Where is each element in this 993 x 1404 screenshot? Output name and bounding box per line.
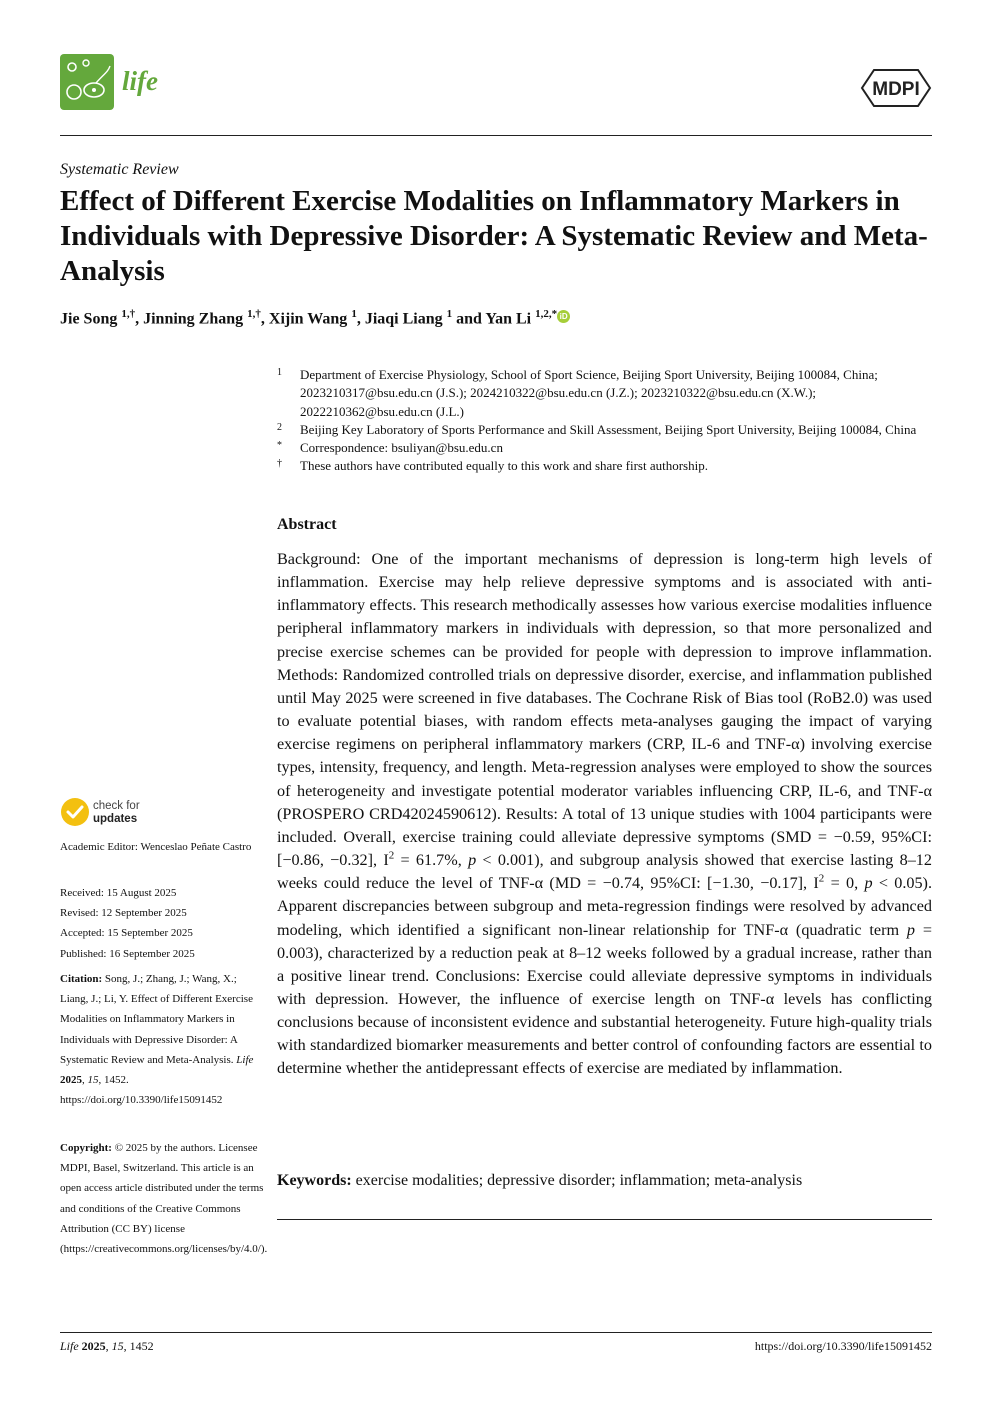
journal-logo [60,54,114,110]
author-sup: 1 [351,308,357,320]
mdpi-logo-icon [860,66,932,110]
citation-volume: 15 [87,1074,99,1087]
keywords [277,1172,932,1190]
affiliation-text: Beijing Key Laboratory of Sports Performance and Skill Assessment, Beijing Sport University, Beijing 100084, China [300,421,917,437]
footer-doi-link[interactable]: https://doi.org/10.3390/life15091452 [754,1339,932,1353]
revised-date: Revised: 12 September 2025 [60,907,187,920]
affiliation-item [277,421,937,439]
author-sup: 1 [446,308,453,320]
orcid-icon[interactable]: iD [557,310,570,323]
citation-label: Citation: [60,973,103,985]
affiliation-mark: * [277,440,282,452]
author-name[interactable]: Jiaqi Liang [364,310,443,328]
affiliation-item [277,457,937,475]
publication-dates [60,883,265,964]
author-separator: , [260,310,269,328]
life-logo-icon [60,54,114,110]
article-type: Systematic Review [60,161,179,178]
abstract-segment: < 0.05). Apparent discrepancies between subgroup and meta-regression findings were resolved by advanced modeling, which identified a significant non-linear relationship for TNF-α (quadratic term [277,874,932,939]
author-name[interactable]: Xijin Wang [268,310,348,328]
copyright-block [60,1138,268,1259]
abstract-segment: p [468,851,477,870]
published-date: Published: 16 September 2025 [60,947,195,960]
affiliation-text: Department of Exercise Physiology, School of Sport Science, Beijing Sport University, Beijing 100084, China; 2023210317@bsu.edu.cn (J.S.); 2024210322@bsu.edu.cn (J.Z.); 2023210322@bsu.edu.cn (X.W.); 2022210362@bsu.edu.cn (J.L.) [300,367,878,419]
affiliation-item [277,366,937,421]
author-list [60,308,570,328]
abstract-heading: Abstract [277,516,337,533]
abstract-segment: p [906,920,916,939]
abstract-segment: 2 [388,849,395,862]
copyright-text: © 2025 by the authors. Licensee MDPI, Basel, Switzerland. This article is an open access article distributed under the terms and conditions of the Creative Commons Attribution (CC BY) license (https://creativecommons.org/licenses/by/4.0/). [60,1142,268,1256]
affiliation-item [277,439,937,457]
footer-article-number: , 1452 [123,1339,154,1353]
author-name[interactable]: Yan Li [485,310,532,328]
abstract-segment: < 0.001), and subgroup analysis showed that exercise lasting 8–12 weeks could reduce the level of TNF-α (MD = −0.74, 95%CI: [−1.30, −0.17], I [277,851,932,893]
citation-year: 2025 [60,1074,82,1087]
abstract-segment: = 61.7%, [394,851,469,870]
check-updates-icon [60,797,90,827]
author-sup: 1,† [247,308,261,320]
abstract-segment: = 0.003), characterized by a reduction peak at 8–12 weeks followed by a gradual increase, rather than a positive linear trend. Conclusions: Exercise could alleviate depressive symptoms in individuals with depression. However, the influence of exercise length on TNF-α levels has conflicting conclusions because of inconsistent evidence and substantial heterogeneity. Future high-quality trials with standardized biomarker measurements and better control of confounding factors are essential to determine whether the antidepressant effects of exercise are mediated by inflammation. [277,920,932,1078]
check-for-label: check for [93,800,140,812]
abstract-segment: 2 [818,872,825,885]
footer-journal: Life [60,1339,79,1353]
copyright-label: Copyright: [60,1142,112,1154]
correspondence-text[interactable]: Correspondence: bsuliyan@bsu.edu.cn [300,440,503,456]
author-separator: and [452,310,486,328]
footer-citation: Life 2025, 15, 1452 [60,1339,154,1353]
affiliation-text: These authors have contributed equally to this work and share first authorship. [300,458,708,474]
header-divider [60,135,932,136]
publisher-label: MDPI [872,79,920,100]
affiliation-mark: † [277,458,282,470]
journal-name: life [122,66,158,96]
article-title: Effect of Different Exercise Modalities on Inflammatory Markers in Individuals with Depressive Disorder: A Systematic Review and Meta-Analysis [60,185,928,287]
updates-label: updates [93,812,138,825]
citation-doi[interactable]: , 1452. https://doi.org/10.3390/life15091452 [60,1074,223,1107]
affiliations [277,366,937,476]
abstract-segment: p [864,874,873,893]
abstract-segment: = 0, [824,874,865,893]
footer-divider [60,1332,932,1333]
author-separator: , [135,310,144,328]
keywords-divider [277,1219,932,1220]
author-name[interactable]: Jie Song [60,310,118,328]
abstract-segment: Background: One of the important mechanisms of depression is long-term high levels of inflammation. Exercise may help relieve depressive symptoms and is associated with anti-inflammatory effects. This research methodically assesses how various exercise modalities influence peripheral inflammatory markers in individuals with depression, so that more personalized and precise exercise schemes can be provided for people with depression to improve inflammation. Methods: Randomized controlled trials on depressive disorder, exercise, and inflammation published until May 2025 were screened in five databases. The Cochrane Risk of Bias tool (RoB2.0) was used to evaluate potential biases, with random effects meta-analyses gauging the impact of varying exercise regimens on peripheral inflammatory markers (CRP, IL-6 and TNF-α) involving exercise types, intensity, frequency, and length. Meta-regression analyses were employed to show the sources of heterogeneity and investigate potential moderator variables influencing CRP, IL-6, and TNF-α (PROSPERO CRD42024590612). Results: A total of 13 unique studies with 1004 participants were included. Overall, exercise training could alleviate depressive symptoms (SMD = −0.59, 95%CI: [−0.86, −0.32], I [277,550,932,870]
citation-block: Citation: Song, J.; Zhang, J.; Wang, X.; Liang, J.; Li, Y. Effect of Different Exercise Modalities on Inflammatory Markers in Individuals with Depressive Disorder: A Systematic Review and Meta-Analysis. Life 2025, 15, 1452. https://doi.org/10.3390/life15091452 [60,973,254,1107]
footer-volume: 15 [111,1339,124,1353]
author-sup: 1,2,* [535,308,558,320]
citation-journal: Life [236,1053,254,1066]
author-separator: , [356,310,365,328]
author-sup: 1,† [121,308,136,320]
affiliation-mark: 2 [277,421,282,433]
check-for-updates-badge[interactable] [60,797,190,831]
accepted-date: Accepted: 15 September 2025 [60,927,193,940]
abstract-body [277,548,932,1081]
citation-text: Song, J.; Zhang, J.; Wang, X.; Liang, J.; Li, Y. Effect of Different Exercise Modalities on Inflammatory Markers in Individuals with Depressive Disorder: A Systematic Review and Meta-Analysis. [60,973,253,1066]
mdpi-logo [860,66,932,110]
author-name[interactable]: Jinning Zhang [143,310,244,328]
keywords-text: exercise modalities; depressive disorder; inflammation; meta-analysis [355,1172,803,1189]
affiliation-mark: 1 [277,367,282,378]
keywords-label: Keywords: [277,1172,352,1189]
footer-year: 2025 [81,1339,106,1353]
received-date: Received: 15 August 2025 [60,887,177,899]
academic-editor: Academic Editor: Wenceslao Peñate Castro [60,841,252,853]
